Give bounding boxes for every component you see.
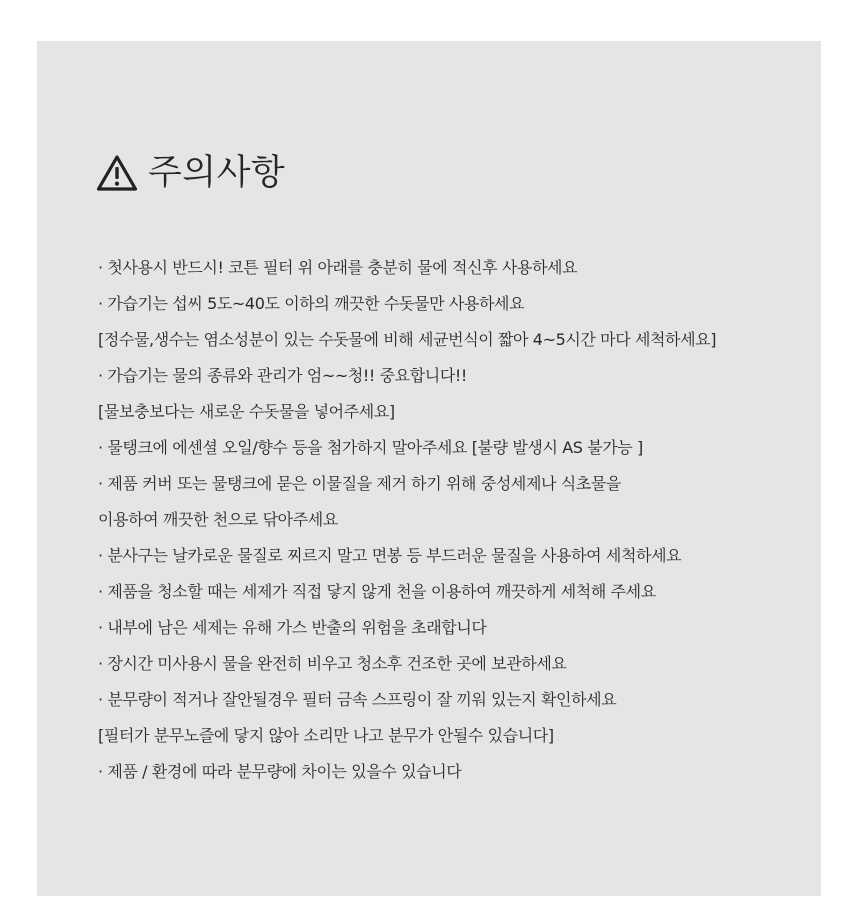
list-item: · 분사구는 날카로운 물질로 찌르지 말고 면봉 등 부드러운 물질을 사용하여 세척하세요 (98, 546, 682, 565)
list-item: · 첫사용시 반드시! 코튼 필터 위 아래를 충분히 물에 적신후 사용하세요 (98, 258, 578, 277)
list-item: · 장시간 미사용시 물을 완전히 비우고 청소후 건조한 곳에 보관하세요 (98, 654, 567, 673)
list-item: · 제품을 청소할 때는 세제가 직접 닿지 않게 천을 이용하여 깨끗하게 세척해 주세요 (98, 582, 656, 601)
list-item: · 물탱크에 에센셜 오일/향수 등을 첨가하지 말아주세요 [불량 발생시 AS 불가능 ] (98, 438, 643, 457)
caution-list (98, 250, 716, 790)
list-item: [물보충보다는 새로운 수돗물을 넣어주세요] (98, 402, 395, 421)
caution-panel (37, 41, 821, 896)
list-item: · 분무량이 적거나 잘안될경우 필터 금속 스프링이 잘 끼워 있는지 확인하세요 (98, 690, 617, 709)
list-item: [정수물,생수는 염소성분이 있는 수돗물에 비해 세균번식이 짧아 4~5시간 마다 세척하세요] (98, 330, 717, 349)
list-item: · 내부에 남은 세제는 유해 가스 반출의 위험을 초래합니다 (98, 618, 487, 637)
page-title: 주의사항 (148, 153, 286, 193)
list-item: · 가습기는 섭씨 5도~40도 이하의 깨끗한 수돗물만 사용하세요 (98, 294, 525, 313)
list-item: · 제품 / 환경에 따라 분무량에 차이는 있을수 있습니다 (98, 762, 462, 781)
list-item: · 가습기는 물의 종류와 관리가 엄~~청!! 중요합니다!! (98, 366, 467, 385)
caution-heading (96, 149, 285, 197)
list-item: [필터가 분무노즐에 닿지 않아 소리만 나고 분무가 안될수 있습니다] (98, 726, 554, 745)
list-item: 이용하여 깨끗한 천으로 닦아주세요 (98, 510, 338, 529)
list-item: · 제품 커버 또는 물탱크에 묻은 이물질을 제거 하기 위해 중성세제나 식초물을 (98, 474, 621, 493)
warning-triangle-icon (96, 154, 138, 192)
